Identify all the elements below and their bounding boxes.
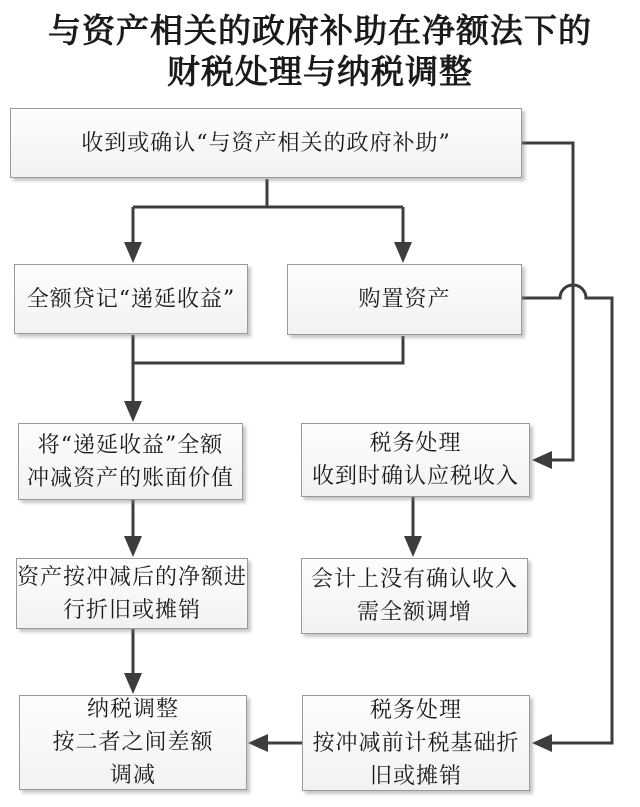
node-text-line: 收到时确认应税收入 bbox=[311, 464, 519, 489]
arrowhead-to-depreciate bbox=[124, 536, 142, 557]
arrowhead-left-to-adjustment bbox=[248, 734, 268, 752]
node-depreciate-on-net-amount bbox=[16, 558, 248, 629]
connector-purchase-join-left bbox=[133, 336, 403, 363]
node-text-line: 全额贷记“递延收益” bbox=[26, 286, 236, 312]
connector-receive-to-tax-receipt bbox=[522, 143, 573, 460]
node-purchase-asset bbox=[287, 264, 522, 335]
node-text-line: 税务处理 bbox=[369, 431, 462, 456]
diagram-title-line2: 财税处理与纳税调整 bbox=[167, 52, 473, 91]
node-tax-adjustment bbox=[19, 695, 247, 790]
arrowhead-to-offset bbox=[124, 401, 142, 422]
node-accounting-no-income bbox=[301, 558, 528, 634]
arrowhead-to-adjustment bbox=[124, 673, 142, 694]
arrowhead-to-tax-receipt bbox=[532, 451, 552, 469]
node-text-line: 行折旧或摊销 bbox=[62, 597, 201, 623]
node-text-line: 纳税调整 bbox=[86, 697, 179, 722]
node-tax-treatment-on-receipt bbox=[301, 423, 530, 497]
node-tax-treatment-depreciation bbox=[302, 695, 530, 791]
connector-purchase-to-tax-depreciation bbox=[522, 285, 612, 743]
connector-split-from-receive bbox=[133, 179, 403, 242]
node-text-line: 按冲减前计税基础折 bbox=[312, 730, 520, 756]
arrowhead-to-credit-deferred bbox=[124, 242, 142, 263]
node-receive-subsidy bbox=[10, 108, 522, 178]
node-credit-deferred-income bbox=[14, 264, 248, 334]
node-text-line: 调减 bbox=[109, 763, 156, 788]
node-text-line: 将“递延收益”全额 bbox=[37, 432, 224, 458]
node-text-line: 收到或确认“与资产相关的政府补助” bbox=[81, 130, 451, 156]
node-text-line: 购置资产 bbox=[358, 287, 451, 312]
node-text-line: 资产按冲减后的净额进 bbox=[17, 564, 248, 590]
node-text-line: 旧或摊销 bbox=[369, 763, 462, 789]
node-text-line: 会计上没有确认收入 bbox=[310, 567, 518, 592]
arrowhead-to-purchase-asset bbox=[394, 242, 412, 263]
diagram-title-line1: 与资产相关的政府补助在净额法下的 bbox=[48, 11, 592, 50]
arrowhead-to-noincome bbox=[404, 536, 422, 557]
node-text-line: 按二者之间差额 bbox=[52, 730, 214, 755]
node-offset-asset-book-value bbox=[18, 423, 243, 500]
arrowhead-to-tax-depreciation bbox=[532, 734, 552, 752]
node-text-line: 税务处理 bbox=[369, 697, 462, 723]
node-text-line: 需全额调增 bbox=[356, 600, 472, 625]
node-text-line: 冲减资产的账面价值 bbox=[26, 465, 234, 491]
